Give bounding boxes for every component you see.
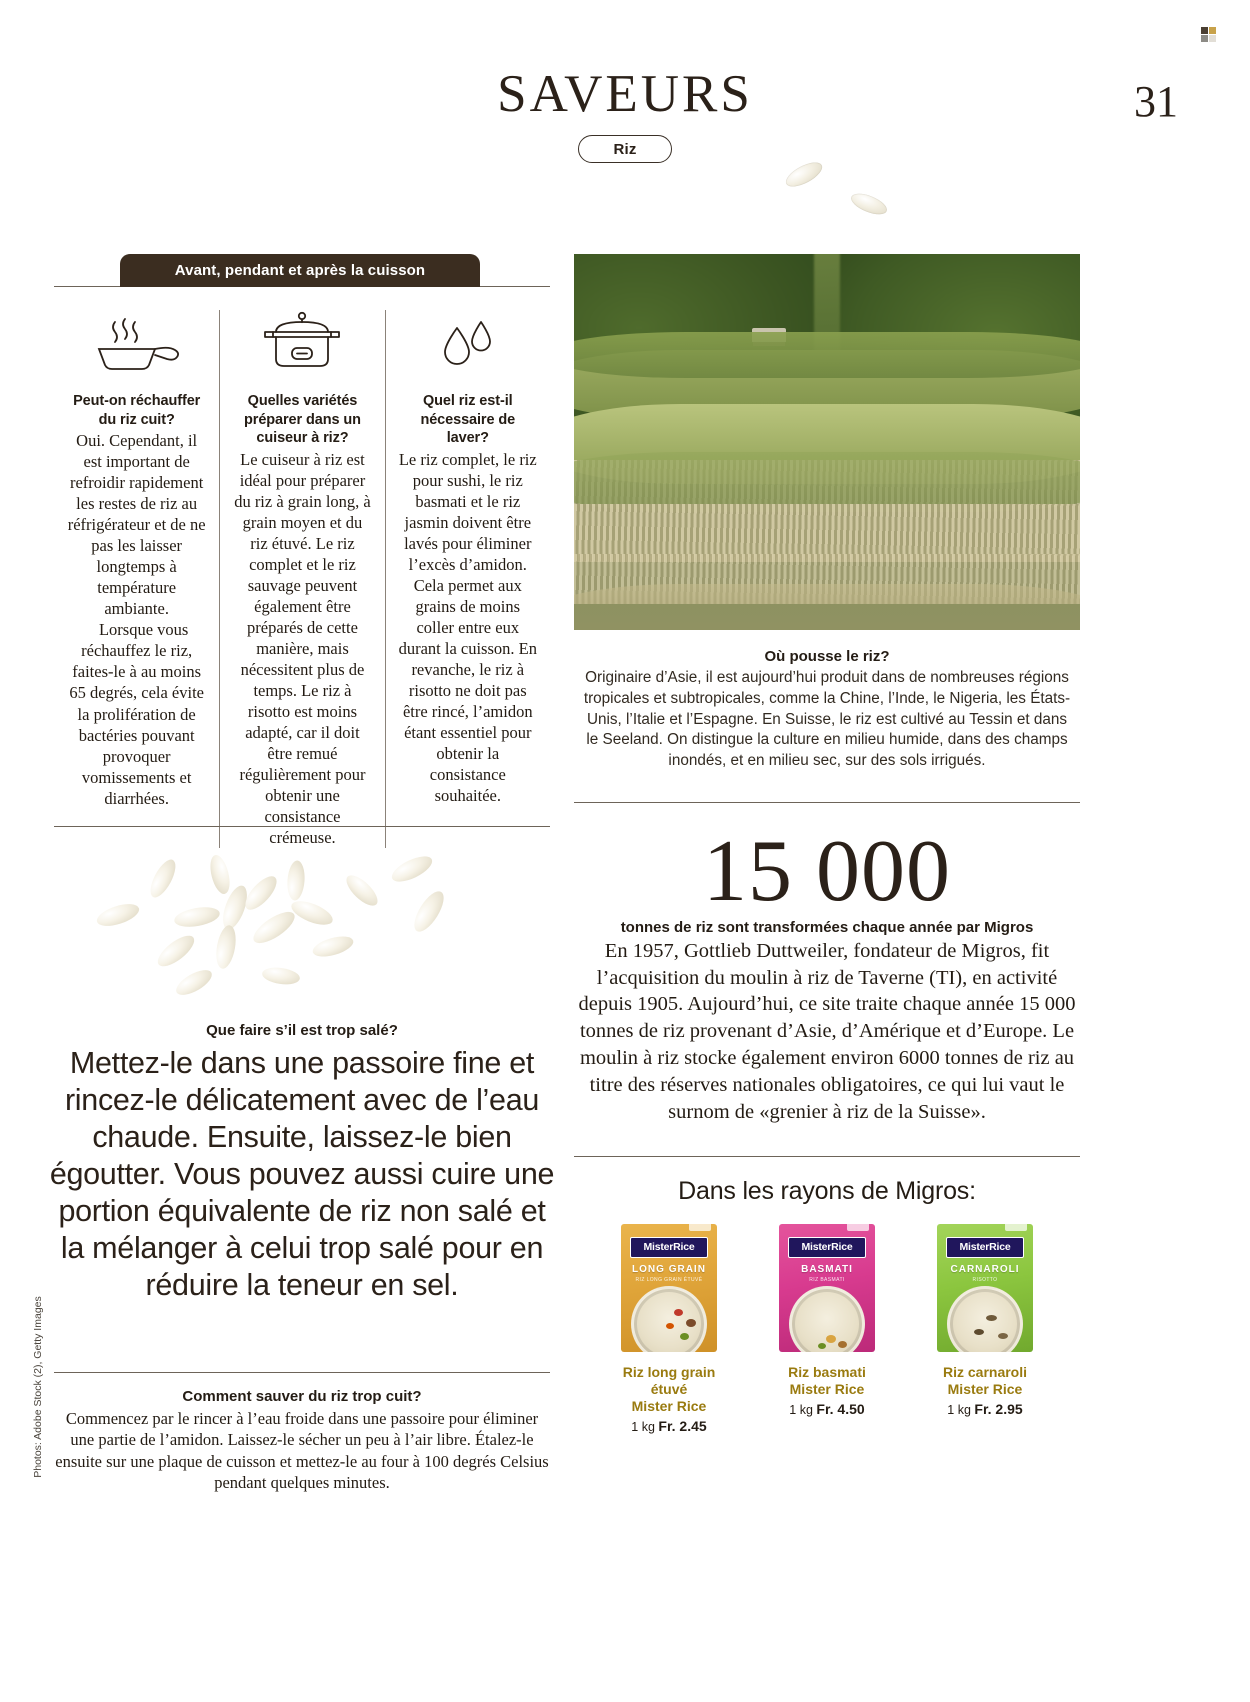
product-price-value: Fr. 2.45 [658, 1417, 707, 1434]
faq-columns [54, 310, 550, 848]
product-brand: Mister Rice [789, 1380, 865, 1397]
rice-bowl-photo [631, 1286, 707, 1352]
rice-terraces-photo [574, 254, 1080, 630]
product-card[interactable] [608, 1224, 730, 1434]
right-column [574, 254, 1080, 1434]
rice-grains-photo [54, 846, 550, 1016]
page-title: SAVEURS [497, 65, 753, 123]
statistic-subtitle: tonnes de riz sont transformées chaque année par Migros [620, 918, 1034, 936]
product-list [574, 1224, 1080, 1434]
product-brand: Mister Rice [947, 1380, 1023, 1397]
registration-mark [1201, 27, 1217, 41]
rice-grain-decoration [848, 189, 889, 218]
package-variety: BASMATI [801, 1263, 853, 1275]
divider [54, 826, 550, 827]
faq-column-reheat [54, 310, 219, 848]
package-subtitle: RIZ BASMATI [809, 1276, 845, 1283]
water-drops-icon [398, 310, 538, 372]
section-heading: Que faire s’il est trop salé? [206, 1022, 398, 1039]
caption-heading: Où pousse le riz? [764, 648, 890, 665]
faq-banner: Avant, pendant et après la cuisson [120, 254, 480, 287]
faq-heading: Peut-on réchauffer du riz cuit? [73, 393, 201, 428]
product-price [608, 1418, 730, 1434]
product-card[interactable] [924, 1224, 1046, 1434]
faq-body: Oui. Cependant, il est important de refroidir rapidement les restes de riz au réfrigérateur et de ne pas les laisser longtemps à température ambiante. Lorsque vous réchauffez le riz, faites-le à au moins 65 degrés, cela évite la prolifération de bactéries pouvant provoquer vomissements et diarrhées. [67, 431, 206, 808]
overcooked-rice-section [54, 1388, 550, 1494]
divider [54, 1372, 550, 1373]
statistic-number: 15 000 [703, 822, 951, 920]
salty-rice-section [48, 1022, 556, 1304]
statistic-body: En 1957, Gottlieb Duttweiler, fondateur de Migros, fit l’acquisition du moulin à riz de Taverne (TI), en activité depuis 1905. Aujourd’hui, ce site traite chaque année 15 000 tonnes de riz provenant d’Asie, d’Amérique et d’Europe. Le moulin à riz stocke également environ 6000 tonnes de riz au titre des réserves nationales obligatoires, ce qui lui vaut le surnom de «grenier à riz de la Suisse». [578, 939, 1076, 1123]
product-brand: Mister Rice [631, 1397, 707, 1414]
product-package [779, 1224, 875, 1352]
page-number: 31 [1134, 77, 1178, 126]
statistic-section [574, 822, 1080, 1126]
steaming-pan-icon [66, 310, 207, 372]
faq-column-washing [385, 310, 550, 848]
faq-heading: Quelles variétés préparer dans un cuiseur à riz? [244, 393, 361, 447]
rice-bowl-photo [947, 1286, 1023, 1352]
topic-pill: Riz [578, 135, 672, 163]
shelf-title: Dans les rayons de Migros: [678, 1176, 976, 1205]
section-body: Mettez-le dans une passoire fine et rincez-le délicatement avec de l’eau chaude. Ensuite, laissez-le bien égoutter. Vous pouvez aussi cuire une portion équivalente de riz non salé et la mélanger à celui trop salé pour en réduire la teneur en sel. [49, 1046, 555, 1303]
product-price-value: Fr. 2.95 [974, 1400, 1023, 1417]
divider [574, 1156, 1080, 1157]
divider [574, 802, 1080, 803]
product-name: Riz carnaroli [942, 1363, 1028, 1380]
product-package [621, 1224, 717, 1352]
product-card[interactable] [766, 1224, 888, 1434]
brand-logo: MisterRice [946, 1237, 1024, 1258]
faq-column-rice-cooker [219, 310, 384, 848]
product-name: Riz long grain étuvé [622, 1363, 716, 1397]
faq-section [54, 254, 550, 848]
faq-body: Le cuiseur à riz est idéal pour préparer du riz à grain long, à grain moyen et du riz étuvé. Le riz complet et le riz sauvage peuvent également être préparés de cette manière, mais nécessitent plus de temps. Le riz à risotto est moins adapté, car il doit être remué régulièrement pour obtenir une consistance crémeuse. [234, 449, 371, 848]
brand-logo: MisterRice [788, 1237, 866, 1258]
product-name: Riz basmati [788, 1363, 866, 1380]
caption-body: Originaire d’Asie, il est aujourd’hui produit dans de nombreuses régions tropicales et subtropicales, comme la Chine, l’Inde, le Nigeria, les États-Unis, l’Italie et l’Espagne. En Suisse, le riz est cultivé au Tessin et dans le Seeland. On distingue la culture en milieu humide, dans des champs inondés, et en milieu sec, sur des sols irrigués. [583, 669, 1071, 770]
photo-credit: Photos: Adobe Stock (2), Getty Images [32, 1296, 44, 1478]
package-subtitle: RIZ LONG GRAIN ÉTUVÉ [635, 1276, 703, 1283]
package-subtitle: RISOTTO [972, 1276, 998, 1283]
masthead [0, 65, 1250, 163]
brand-logo: MisterRice [630, 1237, 708, 1258]
product-package [937, 1224, 1033, 1352]
faq-body: Le riz complet, le riz pour sushi, le riz basmati et le riz jasmin doivent être lavés pour éliminer l’excès d’amidon. Cela permet aux grains de moins coller entre eux durant la cuisson. En revanche, le riz à risotto ne doit pas être rincé, l’amidon étant essentiel pour obtenir la consistance souhaitée. [398, 449, 537, 806]
faq-heading: Quel riz est-il nécessaire de laver? [420, 393, 516, 447]
package-variety: CARNAROLI [950, 1263, 1020, 1275]
product-price [766, 1401, 888, 1417]
rice-cooker-icon [232, 310, 372, 372]
product-weight: 1 kg [789, 1402, 813, 1417]
product-price-value: Fr. 4.50 [816, 1400, 865, 1417]
product-weight: 1 kg [631, 1419, 655, 1434]
rice-bowl-photo [789, 1286, 865, 1352]
photo-caption [574, 648, 1080, 772]
product-price [924, 1401, 1046, 1417]
product-weight: 1 kg [947, 1402, 971, 1417]
section-body: Commencez par le rincer à l’eau froide dans une passoire pour éliminer une partie de l’amidon. Laissez-le sécher un peu à l’air libre. Étalez-le ensuite sur une plaque de cuisson et mettez-le au four à 100 degrés Celsius pendant quelques minutes. [55, 1409, 549, 1493]
section-heading: Comment sauver du riz trop cuit? [182, 1388, 422, 1405]
package-variety: LONG GRAIN [632, 1263, 706, 1275]
